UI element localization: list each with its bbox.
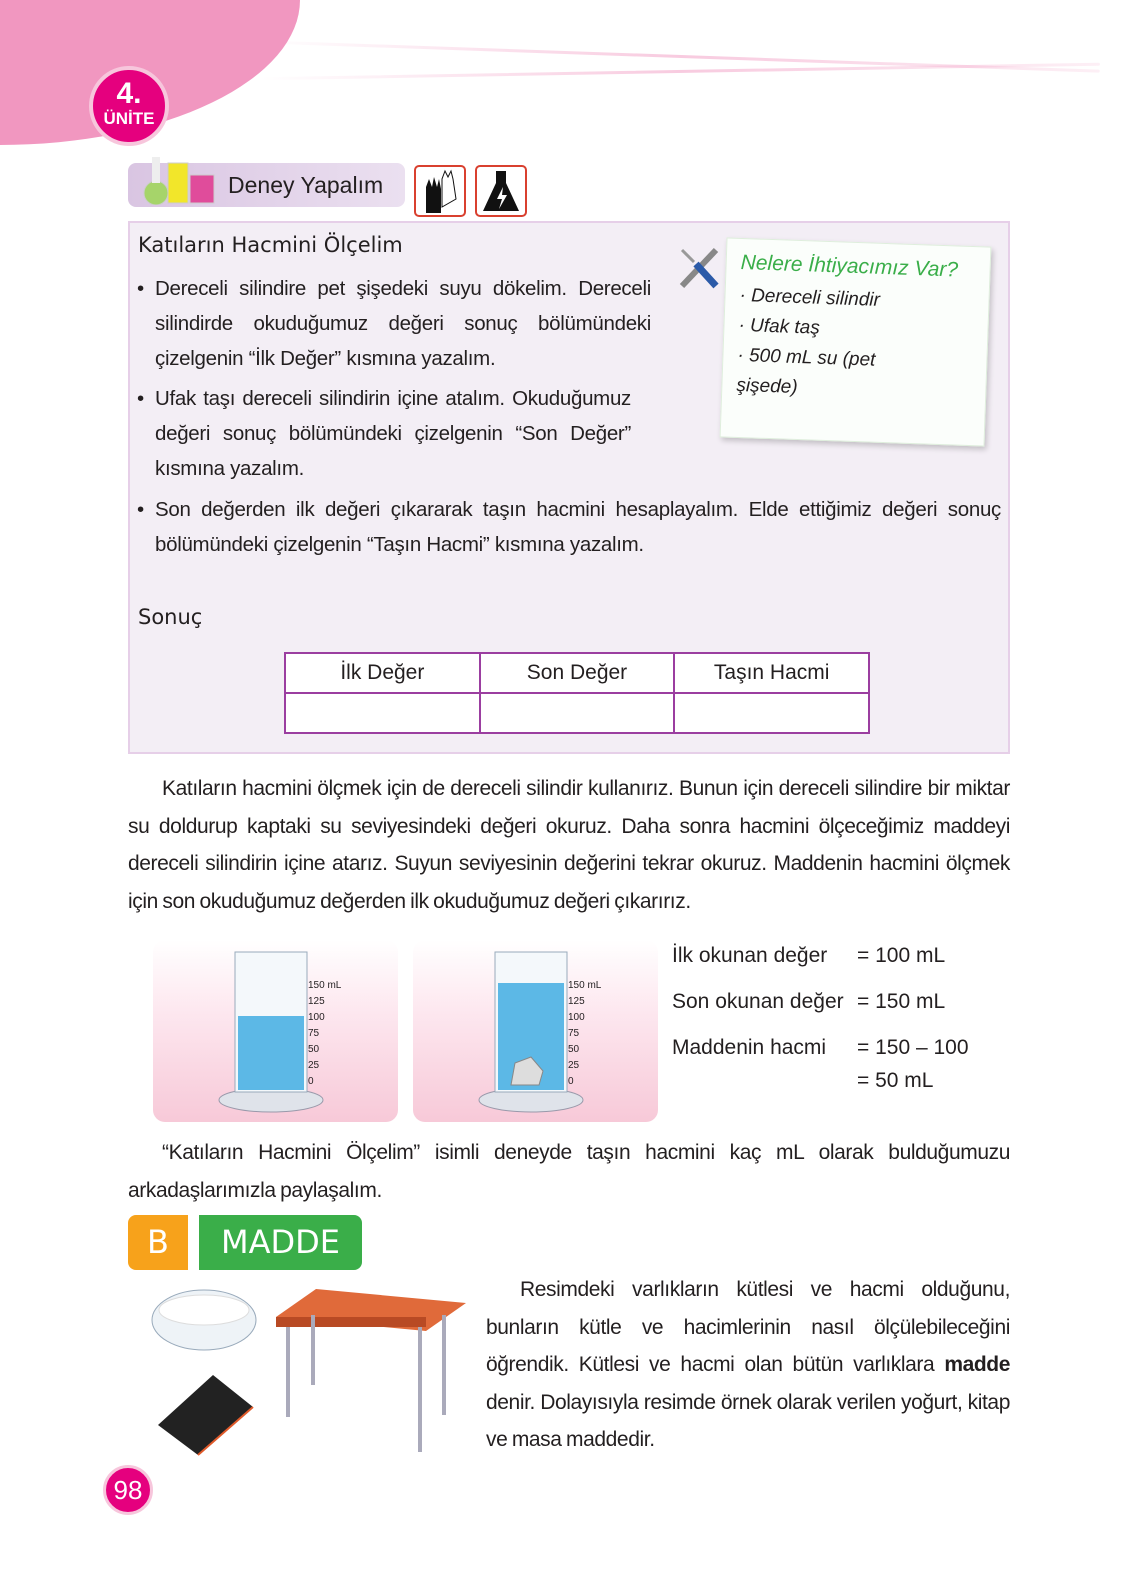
hazard-flask-icon bbox=[475, 165, 527, 217]
cylinder-scale: 150 mL 125 100 75 50 25 0 bbox=[568, 980, 602, 1087]
cylinder-image-before bbox=[153, 940, 398, 1122]
header-wave bbox=[260, 63, 1100, 81]
result-label: Sonuç bbox=[138, 605, 203, 629]
unit-badge bbox=[89, 66, 169, 146]
lab-glassware-icon bbox=[140, 155, 220, 205]
result-table bbox=[284, 652, 870, 734]
experiment-banner-title: Deney Yapalım bbox=[228, 172, 384, 198]
section-paragraph: Resimdeki varlıkların kütlesi ve hacmi olduğunu, bunların kütle ve hacimlerinin nasıl ölçülebileceğini öğrendik. Kütlesi ve hacmi olan bütün varlıklara madde denir. Dolayısıyla resimde örnek olarak verilen yoğurt, kitap ve masa maddedir. bbox=[486, 1278, 1010, 1451]
experiment-title: Katıların Hacmini Ölçelim bbox=[138, 233, 403, 257]
table-row bbox=[285, 693, 869, 733]
paragraph-2: “Katıların Hacmini Ölçelim” isimli deneyde taşın hacmini kaç mL olarak bulduğumuzu arkadaşlarımızla paylaşalım. bbox=[128, 1141, 1010, 1202]
needs-item: · 500 mL su (pet şişede) bbox=[736, 344, 876, 399]
table-header-row bbox=[285, 653, 869, 693]
cylinder-image-after bbox=[413, 940, 658, 1122]
step-item: • Son değerden ilk değeri çıkararak taşın hacmini hesaplayalım. Elde ettiğimiz değeri sonuç bölümündeki çizelgenin “Taşın Hacmi” kısmına yazalım. bbox=[137, 492, 1001, 562]
step-item: • Dereceli silindire pet şişedeki suyu dökelim. Dereceli silindirde okuduğumuz değeri sonuç bölümündeki çizelgenin “İlk Değer” kısmına yazalım. bbox=[137, 271, 651, 376]
unit-label: ÜNİTE bbox=[103, 109, 155, 128]
calc-line: Son okunan değer = 150 mL bbox=[672, 990, 946, 1013]
calc-line: Maddenin hacmi = 150 – 100 bbox=[672, 1036, 969, 1059]
table-header: Son Değer bbox=[480, 653, 675, 693]
experiment-steps bbox=[137, 271, 651, 486]
section-title: MADDE bbox=[199, 1215, 362, 1270]
needs-item: · Ufak taş bbox=[738, 314, 821, 339]
experiment-banner bbox=[128, 163, 405, 207]
cylinder-scale: 150 mL 125 100 75 50 25 0 bbox=[308, 980, 342, 1087]
page-number: 98 bbox=[103, 1465, 153, 1515]
table-cell bbox=[674, 693, 869, 733]
needs-title: Nelere İhtiyacımız Var? bbox=[740, 250, 959, 282]
table-header: İlk Değer bbox=[285, 653, 480, 693]
gloves-icon bbox=[414, 165, 466, 217]
table-cell bbox=[285, 693, 480, 733]
needs-item: · Dereceli silindir bbox=[739, 284, 881, 311]
unit-number: 4. bbox=[116, 77, 142, 110]
needs-note bbox=[720, 237, 992, 446]
calc-line: = 50 mL bbox=[857, 1069, 934, 1092]
experiment-steps bbox=[137, 492, 1001, 562]
step-item: • Ufak taşı dereceli silindirin içine atalım. Okuduğumuz değeri sonuç bölümündeki çizelgenin “Son Değer” kısmına yazalım. bbox=[137, 381, 651, 486]
table-header: Taşın Hacmi bbox=[674, 653, 869, 693]
matter-objects-image bbox=[148, 1285, 468, 1460]
tools-icon bbox=[676, 242, 722, 294]
calc-line: İlk okunan değer = 100 mL bbox=[672, 944, 946, 967]
paragraph-1: Katıların hacmini ölçmek için de dereceli silindir kullanırız. Bunun için dereceli silindire bir miktar su doldurup kaptaki su seviyesindeki değeri okuruz. Daha sonra hacmini ölçeceğimiz maddeyi dereceli silindirin içine atarız. Suyun seviyesinin değerini tekrar okuruz. Maddenin hacmini ölçmek için son okuduğumuz değerden ilk okuduğumuz değeri çıkarırız. bbox=[128, 777, 1010, 913]
section-letter: B bbox=[128, 1215, 188, 1270]
table-cell bbox=[480, 693, 675, 733]
